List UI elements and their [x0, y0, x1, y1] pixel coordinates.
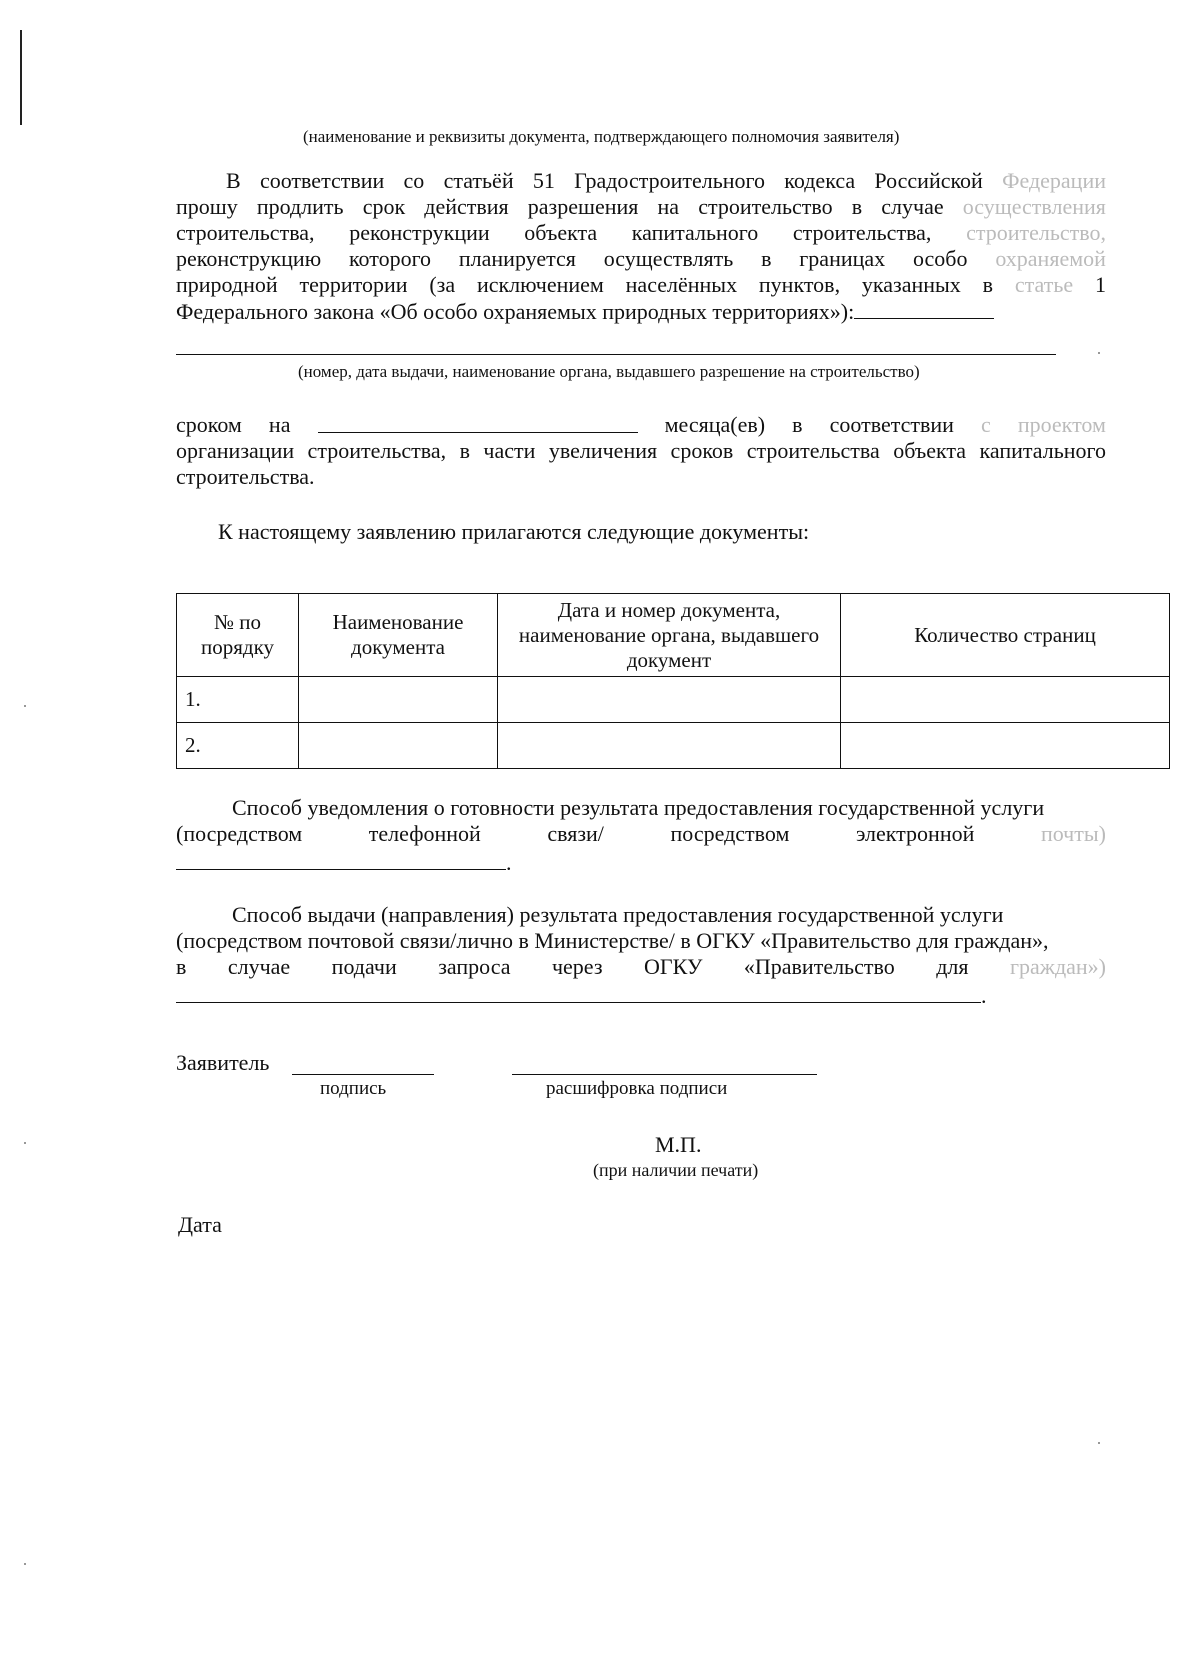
table-cell[interactable]: [841, 723, 1170, 769]
paragraph-line: Федерального закона «Об особо охраняемых природных территориях»):: [176, 298, 1106, 324]
stamp-note: (при наличии печати): [593, 1160, 759, 1180]
applicant-label: Заявитель: [176, 1050, 270, 1075]
issue-method-field[interactable]: [176, 980, 981, 1003]
paragraph-line: .: [176, 847, 1106, 877]
column-header-date-number: Дата и номер документа, наименование органа, выдавшего документ: [498, 594, 841, 677]
signature-decode-line[interactable]: [512, 1074, 817, 1075]
signature-decode-caption: расшифровка подписи: [546, 1078, 728, 1099]
table-cell: 1.: [177, 677, 299, 723]
caption-authority-document: (наименование и реквизиты документа, подтверждающего полномочия заявителя): [303, 127, 900, 146]
caption-permit: (номер, дата выдачи, наименование органа, выдавшего разрешение на строительство): [298, 362, 920, 381]
paragraph-line: (посредством почтовой связи/лично в Министерстве/ в ОГКУ «Правительство для граждан»,: [176, 928, 1049, 953]
date-label: Дата: [178, 1212, 222, 1237]
paragraph-line: В соответствии со статьёй 51 Градостроительного кодекса Российской Федерации: [226, 168, 1106, 193]
table-row: [177, 723, 1170, 769]
paragraph-line: в случае подачи запроса через ОГКУ «Правительство для граждан»): [176, 954, 1106, 979]
table-cell[interactable]: [498, 677, 841, 723]
paragraph-line: строительства, реконструкции объекта капитального строительства, строительство,: [176, 220, 1106, 245]
paragraph-request: [176, 168, 1106, 324]
permit-blank-field[interactable]: [854, 298, 994, 319]
paragraph-term: [176, 412, 1106, 490]
paragraph-issue-method: [176, 902, 1106, 1010]
notification-method-field[interactable]: [176, 847, 506, 870]
table-cell[interactable]: [299, 723, 498, 769]
column-header-pages: Количество страниц: [841, 594, 1170, 677]
stamp-label: М.П.: [655, 1132, 702, 1157]
scan-speck: [1098, 352, 1100, 354]
scan-edge-line: [20, 30, 22, 125]
paragraph-line: реконструкцию которого планируется осуществлять в границах особо охраняемой: [176, 246, 1106, 271]
permit-blank-line[interactable]: [176, 354, 1056, 355]
paragraph-line: организации строительства, в части увеличения сроков строительства объекта капитального: [176, 438, 1106, 463]
paragraph-line: Способ выдачи (направления) результата предоставления государственной услуги: [232, 902, 1004, 927]
attachments-table: [176, 593, 1170, 769]
signature-line[interactable]: [292, 1074, 434, 1075]
column-header-number: № по порядку: [177, 594, 299, 677]
paragraph-line: прошу продлить срок действия разрешения на строительство в случае осуществления: [176, 194, 1106, 219]
table-cell[interactable]: [498, 723, 841, 769]
table-header-row: [177, 594, 1170, 677]
scan-speck: [1098, 1442, 1100, 1444]
scan-speck: [24, 1142, 26, 1144]
paragraph-line: (посредством телефонной связи/ посредством электронной почты): [176, 821, 1106, 846]
table-cell[interactable]: [299, 677, 498, 723]
paragraph-line: строительства.: [176, 464, 315, 489]
table-cell[interactable]: [841, 677, 1170, 723]
scan-speck: [24, 705, 26, 707]
signature-caption: подпись: [320, 1078, 387, 1099]
paragraph-line: Способ уведомления о готовности результата предоставления государственной услуги: [232, 795, 1045, 820]
paragraph-line: .: [176, 980, 1106, 1010]
column-header-name: Наименование документа: [299, 594, 498, 677]
attachments-intro: К настоящему заявлению прилагаются следующие документы:: [218, 519, 810, 544]
paragraph-line: сроком на месяца(ев) в соответствии с проектом: [176, 412, 1106, 437]
months-blank-field[interactable]: [318, 412, 638, 433]
paragraph-notification-method: [176, 795, 1106, 877]
table-row: [177, 677, 1170, 723]
table-cell: 2.: [177, 723, 299, 769]
paragraph-line: природной территории (за исключением населённых пунктов, указанных в статье 1: [176, 272, 1106, 297]
scan-speck: [24, 1563, 26, 1565]
